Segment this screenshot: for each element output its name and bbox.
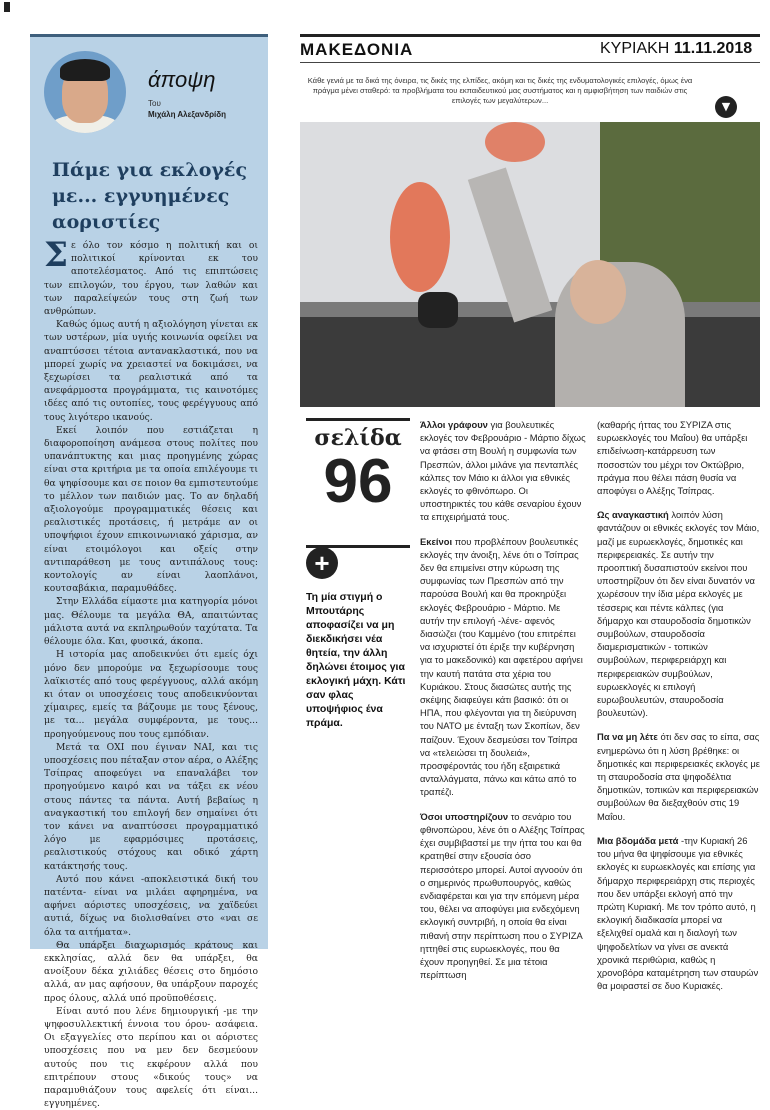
dropcap: Σ	[44, 235, 69, 275]
opinion-paragraph: Η ιστορία μας αποδεικνύει ότι εμείς όχι μόνο δεν μπορούμε να ξεχωρίσουμε τους λαϊκιστές από τους φερέγγυους, αλλά ακόμη κι όταν οι υποσχέσεις τους αποδεικνύονται χίμαιρες, εμείς τα βάζουμε με τους ξένους, με τα... μεγάλα συμφέροντα, με τους... προηγούμενους που τους εμπόδιαν.	[44, 649, 258, 740]
section-title: ΜΑΚΕΔΟΝΙΑ	[300, 40, 414, 59]
article-paragraph: Άλλοι γράφουν για βουλευτικές εκλογές τον Φεβρουάριο - Μάρτιο δίχως να φτάσει στη Βουλή η συμφωνία των Πρεσπών, άλλοι μιλάνε για πενταπλές κάλπες τον Μάιο κι άλλοι για εθνικές εκλογές το φθινόπωρο. Οι υποστηρικτές του κάθε σεναρίου έχουν τα επιχειρήματά τους.	[420, 419, 586, 523]
header-rule-thin	[300, 62, 760, 63]
opinion-label: άποψη	[148, 67, 216, 92]
article-column-1	[420, 418, 586, 992]
article-paragraph: Εκείνοι που προβλέπουν βουλευτικές εκλογές την άνοιξη, λένε ότι ο Τσίπρας δεν θα επιμείνει στην κύρωση της συμφωνίας των Πρεσπών από την παρούσα Βουλή και θα προκηρύξει εκλογές Φεβρουάριο - Μάρτιο. Με αυτήν την επιλογή -λένε- αφενός διασώζει (του Καμμένο (του επιτρέπει να ισχυριστεί ότι έριξε την κυβέρνηση για το μακεδονικό) και αφετέρου αφήνει την καυτή πατάτα στα χέρια του Κυριάκου. Στους διασώτες αυτής της σκέψης διαφεύγει κάτι βασικό: ότι οι ΗΠΑ, που φλέγονται για τη διεύρυνση του ΝΑΤΟ με ένταξη των Σκοπίων, δεν παίζουν. Έχουν δεσμεύσει τον Τσίπρα να «τελειώσει τη δουλειά», προσφέροντάς του ήδη εξαιρετικά ανταλλάγματα, πάνω και κάτω από το τραπέζι.	[420, 535, 583, 798]
opinion-headline: Πάμε για εκλογές με... εγγυημένες αοριστίες	[52, 159, 248, 233]
opinion-body	[44, 235, 258, 1110]
opinion-paragraph: Στην Ελλάδα είμαστε μια κατηγορία μόνοι μας. Θέλουμε τα μεγάλα ΘΑ, απαιτώντας μάλιστα αυτά να εκπληρωθούν ταχύτατα. Τα θέλουμε όλα. Και, φυσικά, άκοπα.	[44, 596, 258, 648]
page-reference	[306, 418, 410, 548]
article-paragraph: (καθαρής ήττας του ΣΥΡΙΖΑ στις ευρωεκλογές του Μαΐου) θα υπάρξει επιδείνωση-κατάρρευση των ποσοστών του μέχρι τον Οκτώβριο, πράγμα που θέλει πάση θυσία να αποφύγει ο Αλέξης Τσίπρας.	[597, 419, 748, 497]
opinion-paragraph: Εκεί λοιπόν που εστιάζεται η διαφοροποίηση ανάμεσα στους πολίτες που υπανάπτυκτης και μιας προηγμένης χώρας είναι στα κριτήρια με τα οποία επιλέγουμε τι θα ψηφίσουμε και σε ποιον θα εμπιστευτούμε το μέλλον των παιδιών μας. Το αν δηλαδή αξιολογούμε προγραμματικές θέσεις και ρεαλιστικές προτάσεις, ή μετράμε αν οι υποψήφιοι έχουν επικοινωνιακό χάρισμα, αν είναι ετοιμόλογοι και οξείς στην αντιπαράθεση με τους αντιπάλους τους: κοντολογίς αν είναι λαοπλάνοι, κουτσαβάκια, παραμυθάδες.	[44, 424, 258, 595]
protest-photo	[300, 122, 760, 407]
down-arrow-icon: ▼	[715, 96, 737, 118]
opinion-paragraph: Μετά τα ΟΧΙ που έγιναν ΝΑΙ, και τις υποσχέσεις που πέταξαν στον αέρα, ο Αλέξης Τσίπρας αποφεύγει να επαναλάβει τον προηγούμενο καιρό και να τάξει εκ νέου στους πάντες τα πάντα. Αυτή βεβαίως η αναγκαστική του επιλογή δεν σημαίνει ότι τον κάνει να αναπτύσσει προγραμματικό λόγο με εφαρμόσιμες προτάσεις, ρεαλιστικούς στόχους και οδικό χάρτη κατάκτησής τους.	[44, 741, 258, 872]
page-number: 96	[323, 447, 393, 516]
article-paragraph: Όσοι υποστηρίζουν το σενάριο του φθινοπώρου, λένε ότι ο Αλέξης Τσίπρας έχει συμβιβαστεί με την ήττα του και θα κρατηθεί στην εξουσία όσο περισσότερο μπορεί. Αυτοί αγνοούν ότι ο σημερινός πρωθυπουργός, καθώς ενδιαφέρεται και για την επόμενη μέρα του, θέλει να αποφύγει μια ενδεχόμενη εκλογική συντριβή, η οποία θα είναι πιθανή στην περίπτωση που ο ΣΥΡΙΖΑ ηττηθεί στις ευρωεκλογές, που θα έχουν προηγηθεί. Σε μια τέτοια περίπτωση	[420, 810, 585, 981]
article-paragraph: Πα να μη λέτε ότι δεν σας το είπα, σας ενημερώνω ότι η λύση βρέθηκε: οι δημοτικές και περιφερειακές εκλογές με τη σταυροδοσία στα ψηφοδέλτια δημοτικών, τοπικών και περιφερειακών συμβούλων θα διεξαχθούν στις 19 Μαΐου.	[597, 731, 760, 822]
article-paragraph: Ως αναγκαστική λοιπόν λύση φαντάζουν οι εθνικές εκλογές τον Μάιο, μαζί με ευρωεκλογές, δημοτικές και περιφερειακές. Σε αυτήν την προοπτική δυσαπιστούν εκείνοι που υποστηρίζουν ότι δεν είναι δυνατόν να χωρέσουν την ίδια μέρα εκλογές με τέσσερις και πέντε κάλπες (για δήμαρχο και σταυροδοσία δημοτικών συμβούλων, σταυροδοσία διαμερισματικών - τοπικών συμβούλων, περιφερειάρχη και περιφερειακών συμβούλων, ευρωεκλογές κι επιλογή ευρωβουλευτών, σταυροδοσία βουλευτών).	[597, 509, 760, 719]
author-name: Μιχάλη Αλεξανδρίδη	[148, 110, 226, 119]
article-paragraph: Μια βδομάδα μετά -την Κυριακή 26 του μήνα θα ψηφίσουμε για εθνικές εκλογές κι ευρωεκλογές και επίσης για δήμαρχο περιφερειάρχη στις περιοχές που δεν υπάρξει εκλογή από την πρώτη Κυριακή. Με τον τρόπο αυτό, η εκλογική διαδικασία μπορεί να εξελιχθεί ομαλά και η διαλογή των ψηφοδελτίων να γίνει σε ανεκτά χρονικά περιθώρια, καθώς η χρονοβόρα καταμέτρηση των σταυρών θα μοιραστεί σε δυο Κυριακές.	[597, 834, 759, 992]
header-rule	[300, 34, 760, 37]
intro-caption: Κάθε γενιά με τα δικά της όνειρα, τις δικές της ελπίδες, ακόμη και τις δικές της ενδυματολογικές επιλογές, όμως ένα πράγμα μένει σταθερό: τα προβλήματα του εκπαιδευτικού μας συστήματος και η αμφισβήτηση των παιδιών στις επιλογές των μεγαλύτερων...	[307, 76, 693, 105]
opinion-paragraph: Καθώς όμως αυτή η αξιολόγηση γίνεται εκ των υστέρων, μία υγιής κοινωνία οφείλει να αναπτύσσει τέτοια αντανακλαστικά, που να μπορεί χωρίς να χρειαστεί να δοκιμάσει, να ξεχωρίσει τα ρεαλιστικά από τα ανεφάρμοστα προγράμματα, τις καινοτόμες ιδέες από τις ουτοπίες, τους φερέγγυους από τους λιγότερο ικανούς.	[44, 319, 258, 423]
corner-mark	[4, 2, 10, 12]
byline-prefix: Του	[148, 99, 161, 108]
opinion-paragraph: Αυτό που κάνει -αποκλειστικά δική του πατέντα- είναι να μιλάει αφηρημένα, να αφήνει αόριστες υποσχέσεις, να χαϊδεύει αυτιά, δίχως να διολισθαίνει στο «ναι σε όλα τα αιτήματα».	[44, 873, 258, 938]
opinion-column	[30, 34, 268, 1110]
pull-quote: Τη μία στιγμή ο Μπουτάρης αποφασίζει να μη διεκδικήσει νέα θητεία, την άλλη δηλώνει έτοιμος για εκλογική μάχη. Κάτι σαν φλας υποψήφιος ένα πράμα.	[306, 591, 406, 729]
page-word: σελίδα	[314, 425, 402, 451]
issue-date: ΚΥΡΙΑΚΗ 11.11.2018	[600, 40, 753, 57]
article-column-2	[597, 418, 760, 1003]
opinion-paragraph: Σε όλο τον κόσμο η πολιτική και οι πολιτικοί κρίνονται εκ του αποτελέσματος. Από τις επιπτώσεις των επιλογών, του έργου, των λαθών και των παραλείψεών τους στη ζωή των ανθρώπων.	[44, 235, 258, 318]
plus-icon: +	[306, 547, 338, 579]
opinion-paragraph: Θα υπάρξει διαχωρισμός κράτους και εκκλησίας, αλλά δεν θα υπάρξει, θα ανοίξουν δέκα χιλιάδες θέσεις στο δημόσιο αλλά, αν μας αφήσουν, θα υπάρξουν παροχές προς όλους, αλλά υπό προϋποθέσεις.	[44, 939, 258, 1004]
author-avatar	[44, 51, 126, 133]
opinion-paragraph: Είναι αυτό που λένε δημιουργική -με την ψηφοσυλλεκτική έννοια του όρου- ασάφεια. Οι εξαγγελίες στο περίπου και οι αόριστες υποσχέσεις που να μεν δεν δεσμεύουν αυτούς που τις εκφέρουν αλλά που επιτρέπουν στους «δικούς τους» να παραμυθιάζουν τους αφελείς ότι είναι... εγγυημένες.	[44, 1005, 258, 1110]
